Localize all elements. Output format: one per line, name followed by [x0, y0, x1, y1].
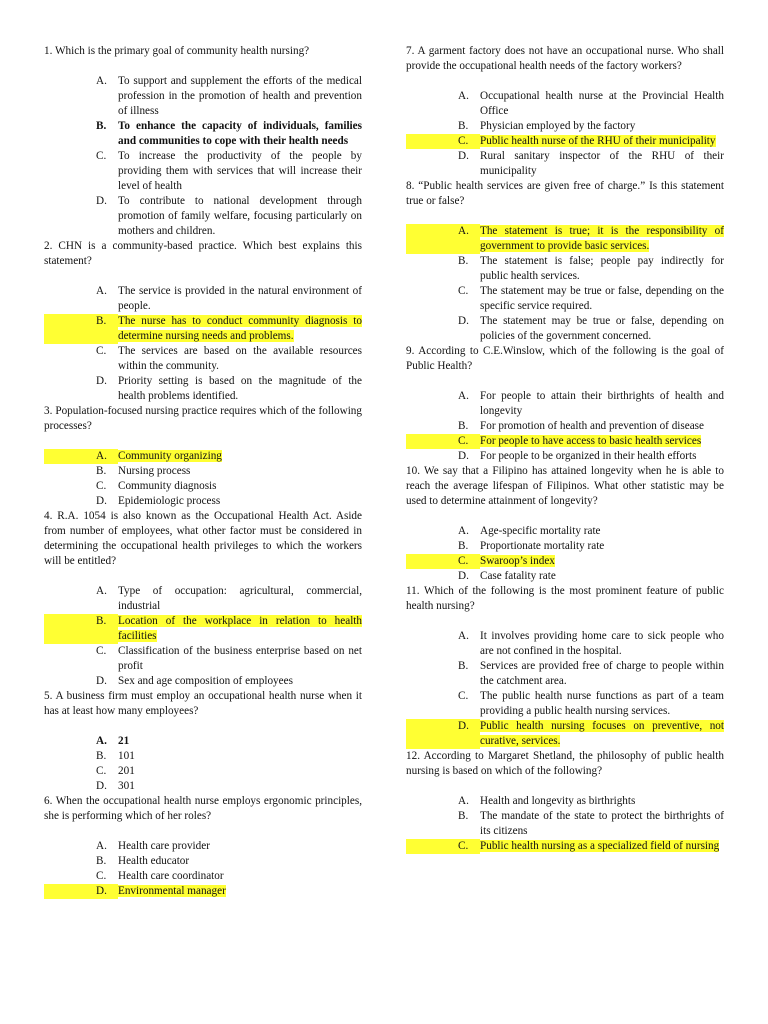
- option-text-content: Priority setting is based on the magnitude of the health problems identified.: [118, 375, 362, 402]
- answer-option: [44, 344, 362, 374]
- answer-option: [44, 749, 362, 764]
- answer-option: [406, 659, 724, 689]
- question-block: [406, 44, 724, 179]
- option-letter: D.: [44, 884, 118, 899]
- answer-option: [44, 284, 362, 314]
- answer-option: [44, 449, 362, 464]
- option-text-content: It involves providing home care to sick people who are not confined in the hospital.: [480, 630, 724, 657]
- option-text: [480, 389, 724, 419]
- option-text: [480, 719, 724, 749]
- option-letter: C.: [96, 345, 107, 357]
- correct-answer-text: Public health nursing as a specialized field of nursing: [480, 840, 720, 852]
- option-letter: B.: [458, 255, 469, 267]
- question-text: 1. Which is the primary goal of community health nursing?: [44, 45, 310, 57]
- question-text: 5. A business firm must employ an occupational health nurse when it has at least how many employees?: [44, 690, 362, 717]
- option-letter: A.: [96, 585, 107, 597]
- option-text: [480, 119, 724, 134]
- question-block: [44, 404, 362, 509]
- option-letter: C.: [406, 839, 480, 854]
- option-letter: A.: [458, 630, 469, 642]
- answer-option: [44, 674, 362, 689]
- answer-options: [406, 89, 724, 179]
- option-text-content: The mandate of the state to protect the birthrights of its citizens: [480, 810, 724, 837]
- answer-options: [44, 284, 362, 404]
- question-text: 3. Population-focused nursing practice requires which of the following processes?: [44, 405, 362, 432]
- option-letter: C.: [458, 285, 469, 297]
- option-text-content: For promotion of health and prevention of disease: [480, 420, 705, 432]
- option-text: [118, 779, 362, 794]
- option-text-content: To support and supplement the efforts of the medical profession in the promotion of health and prevention of illness: [118, 75, 362, 117]
- option-text: [480, 434, 724, 449]
- question-text: 11. Which of the following is the most prominent feature of public health nursing?: [406, 585, 724, 612]
- option-text-content: The statement may be true or false, depending on policies of the government concerned.: [480, 315, 724, 342]
- option-text-content: Age-specific mortality rate: [480, 525, 601, 537]
- option-text: [118, 464, 362, 479]
- option-text-content: Nursing process: [118, 465, 191, 477]
- option-letter: B.: [458, 420, 469, 432]
- answer-option: [44, 869, 362, 884]
- answer-option: [406, 809, 724, 839]
- answer-option: [406, 554, 724, 569]
- option-letter: D.: [458, 450, 469, 462]
- correct-answer-text: The statement is true; it is the responsibility of government to provide basic services.: [480, 225, 724, 252]
- option-letter: C.: [406, 434, 480, 449]
- correct-answer-text: Public health nurse of the RHU of their municipality: [480, 135, 716, 147]
- option-letter: D.: [96, 375, 107, 387]
- option-text: [480, 314, 724, 344]
- option-text: [480, 569, 724, 584]
- option-letter: B.: [458, 120, 469, 132]
- option-text: [118, 869, 362, 884]
- option-letter: A.: [44, 449, 118, 464]
- option-text: [118, 764, 362, 779]
- option-letter: C.: [96, 150, 107, 162]
- option-letter: D.: [458, 570, 469, 582]
- option-text: [118, 734, 362, 749]
- option-text-content: Health and longevity as birthrights: [480, 795, 636, 807]
- question-block: [44, 794, 362, 899]
- option-letter: A.: [96, 840, 107, 852]
- correct-answer-text: Community organizing: [118, 450, 222, 462]
- option-text-content: The statement may be true or false, depending on the specific service required.: [480, 285, 724, 312]
- correct-answer-text: Environmental manager: [118, 885, 226, 897]
- option-text-content: Health care provider: [118, 840, 210, 852]
- option-text-content: 201: [118, 765, 135, 777]
- answer-options: [406, 224, 724, 344]
- answer-option: [406, 254, 724, 284]
- option-letter: D.: [96, 675, 107, 687]
- option-text: [118, 494, 362, 509]
- option-letter: B.: [458, 540, 469, 552]
- question-text: 7. A garment factory does not have an occupational nurse. Who shall provide the occupational health needs of the factory workers?: [406, 45, 724, 72]
- question-block: [406, 749, 724, 854]
- option-text-content: Proportionate mortality rate: [480, 540, 605, 552]
- answer-options: [406, 524, 724, 584]
- option-text: [118, 314, 362, 344]
- option-letter: D.: [96, 780, 107, 792]
- question-text: 12. According to Margaret Shetland, the philosophy of public health nursing is based on which of the following?: [406, 750, 724, 777]
- answer-option: [44, 734, 362, 749]
- option-text-content: Sex and age composition of employees: [118, 675, 293, 687]
- option-letter: A.: [96, 735, 107, 747]
- option-text: [480, 554, 724, 569]
- correct-answer-text: For people to have access to basic health services: [480, 435, 702, 447]
- correct-answer-text: Swaroop’s index: [480, 555, 555, 567]
- answer-option: [44, 884, 362, 899]
- answer-options: [44, 734, 362, 794]
- question-block: [44, 509, 362, 689]
- question-text: 10. We say that a Filipino has attained longevity when he is able to reach the average lifespan of Filipinos. What other statistic may be used to determine attainment of longevity?: [406, 465, 724, 507]
- answer-option: [44, 464, 362, 479]
- option-text-content: Case fatality rate: [480, 570, 556, 582]
- option-text-content: The services are based on the available resources within the community.: [118, 345, 362, 372]
- answer-options: [44, 449, 362, 509]
- option-text-content: Physician employed by the factory: [480, 120, 636, 132]
- question-text: 2. CHN is a community-based practice. Which best explains this statement?: [44, 240, 362, 267]
- answer-option: [406, 389, 724, 419]
- correct-answer-text: Public health nursing focuses on preventive, not curative, services.: [480, 720, 724, 747]
- option-text: [480, 284, 724, 314]
- option-text: [480, 689, 724, 719]
- option-letter: C.: [406, 134, 480, 149]
- option-letter: A.: [96, 75, 107, 87]
- answer-option: [406, 89, 724, 119]
- answer-options: [44, 839, 362, 899]
- answer-option: [406, 419, 724, 434]
- question-block: [44, 44, 362, 239]
- answer-option: [44, 479, 362, 494]
- option-text-content: Epidemiologic process: [118, 495, 221, 507]
- answer-option: [406, 839, 724, 854]
- option-text: [118, 749, 362, 764]
- answer-option: [406, 719, 724, 749]
- option-text: [480, 224, 724, 254]
- option-text: [118, 194, 362, 239]
- answer-option: [44, 839, 362, 854]
- option-text-content: Type of occupation: agricultural, commercial, industrial: [118, 585, 362, 612]
- option-letter: B.: [458, 660, 469, 672]
- option-letter: C.: [96, 480, 107, 492]
- answer-option: [44, 854, 362, 869]
- answer-option: [406, 539, 724, 554]
- option-text: [118, 74, 362, 119]
- option-text: [480, 134, 724, 149]
- option-text: [118, 839, 362, 854]
- option-text-content: Health care coordinator: [118, 870, 224, 882]
- option-letter: D.: [406, 719, 480, 749]
- left-column: [44, 44, 362, 899]
- option-text-content: The service is provided in the natural environment of people.: [118, 285, 362, 312]
- option-text-content: 101: [118, 750, 135, 762]
- question-text: 8. “Public health services are given free of charge.” Is this statement true or false?: [406, 180, 724, 207]
- option-text: [480, 629, 724, 659]
- option-text: [118, 119, 362, 149]
- correct-answer-text: 21: [118, 735, 130, 747]
- correct-answer-text: To enhance the capacity of individuals, families and communities to cope with their health needs: [118, 120, 362, 147]
- option-text: [118, 674, 362, 689]
- answer-option: [44, 149, 362, 194]
- answer-option: [44, 764, 362, 779]
- option-letter: D.: [458, 150, 469, 162]
- answer-option: [406, 524, 724, 539]
- option-letter: B.: [96, 465, 107, 477]
- option-text-content: Occupational health nurse at the Provincial Health Office: [480, 90, 724, 117]
- answer-option: [406, 314, 724, 344]
- option-letter: D.: [458, 315, 469, 327]
- option-letter: B.: [96, 750, 107, 762]
- answer-option: [44, 644, 362, 674]
- option-letter: D.: [96, 195, 107, 207]
- option-letter: A.: [458, 390, 469, 402]
- option-text: [118, 614, 362, 644]
- option-text-content: To contribute to national development through promotion of family welfare, focusing particularly on mothers and children.: [118, 195, 362, 237]
- answer-option: [44, 494, 362, 509]
- option-text-content: Rural sanitary inspector of the RHU of their municipality: [480, 150, 724, 177]
- option-letter: C.: [96, 870, 107, 882]
- option-text: [480, 794, 724, 809]
- answer-option: [406, 629, 724, 659]
- option-text-content: To increase the productivity of the people by providing them with services that will increase their level of health: [118, 150, 362, 192]
- option-text: [480, 149, 724, 179]
- answer-option: [44, 374, 362, 404]
- option-letter: B.: [44, 614, 118, 644]
- option-text: [118, 449, 362, 464]
- question-text: 6. When the occupational health nurse employs ergonomic principles, she is performing which of her roles?: [44, 795, 362, 822]
- question-block: [406, 179, 724, 344]
- answer-option: [44, 314, 362, 344]
- option-text-content: For people to be organized in their health efforts: [480, 450, 697, 462]
- answer-option: [44, 119, 362, 149]
- answer-option: [406, 434, 724, 449]
- option-text-content: Classification of the business enterprise based on net profit: [118, 645, 362, 672]
- option-letter: C.: [96, 765, 107, 777]
- option-text: [118, 374, 362, 404]
- option-letter: B.: [44, 314, 118, 344]
- option-text: [118, 284, 362, 314]
- option-text: [480, 539, 724, 554]
- option-letter: A.: [458, 525, 469, 537]
- option-text: [480, 659, 724, 689]
- option-text-content: Services are provided free of charge to people within the catchment area.: [480, 660, 724, 687]
- option-letter: C.: [458, 690, 469, 702]
- answer-option: [44, 614, 362, 644]
- answer-option: [44, 74, 362, 119]
- correct-answer-text: Location of the workplace in relation to health facilities: [118, 615, 362, 642]
- option-text: [480, 809, 724, 839]
- option-text: [480, 449, 724, 464]
- option-letter: B.: [96, 120, 107, 132]
- option-letter: A.: [458, 795, 469, 807]
- answer-option: [406, 284, 724, 314]
- question-text: 4. R.A. 1054 is also known as the Occupational Health Act. Aside from number of employees, what other factor must be considered in determining the occupational health privileges to which the workers will be entitled?: [44, 510, 362, 567]
- answer-option: [406, 134, 724, 149]
- answer-options: [44, 74, 362, 239]
- option-text-content: Community diagnosis: [118, 480, 217, 492]
- option-text: [118, 884, 362, 899]
- question-text: 9. According to C.E.Winslow, which of the following is the goal of Public Health?: [406, 345, 724, 372]
- option-text-content: The statement is false; people pay indirectly for public health services.: [480, 255, 724, 282]
- option-letter: B.: [458, 810, 469, 822]
- option-text: [480, 419, 724, 434]
- right-column: [406, 44, 724, 854]
- answer-option: [406, 569, 724, 584]
- question-block: [406, 584, 724, 749]
- correct-answer-text: The nurse has to conduct community diagnosis to determine nursing needs and problems.: [118, 315, 362, 342]
- question-block: [44, 239, 362, 404]
- option-text: [480, 524, 724, 539]
- answer-option: [44, 194, 362, 239]
- option-letter: C.: [406, 554, 480, 569]
- option-text-content: For people to attain their birthrights of health and longevity: [480, 390, 724, 417]
- answer-option: [44, 584, 362, 614]
- answer-options: [406, 389, 724, 464]
- answer-option: [406, 224, 724, 254]
- answer-options: [44, 584, 362, 689]
- option-text-content: The public health nurse functions as part of a team providing a public health nursing services.: [480, 690, 724, 717]
- option-text: [118, 644, 362, 674]
- option-letter: C.: [96, 645, 107, 657]
- answer-option: [406, 449, 724, 464]
- answer-option: [406, 119, 724, 134]
- option-text: [118, 479, 362, 494]
- option-text: [118, 149, 362, 194]
- answer-options: [406, 794, 724, 854]
- answer-option: [406, 149, 724, 179]
- question-block: [406, 464, 724, 584]
- option-text: [118, 344, 362, 374]
- option-letter: A.: [96, 285, 107, 297]
- answer-options: [406, 629, 724, 749]
- option-letter: D.: [96, 495, 107, 507]
- question-block: [406, 344, 724, 464]
- option-text: [480, 839, 724, 854]
- option-text: [118, 584, 362, 614]
- option-text-content: 301: [118, 780, 135, 792]
- answer-option: [406, 794, 724, 809]
- option-text: [118, 854, 362, 869]
- option-letter: A.: [406, 224, 480, 254]
- answer-option: [406, 689, 724, 719]
- option-text: [480, 89, 724, 119]
- answer-option: [44, 779, 362, 794]
- question-block: [44, 689, 362, 794]
- option-text: [480, 254, 724, 284]
- option-text-content: Health educator: [118, 855, 190, 867]
- option-letter: B.: [96, 855, 107, 867]
- option-letter: A.: [458, 90, 469, 102]
